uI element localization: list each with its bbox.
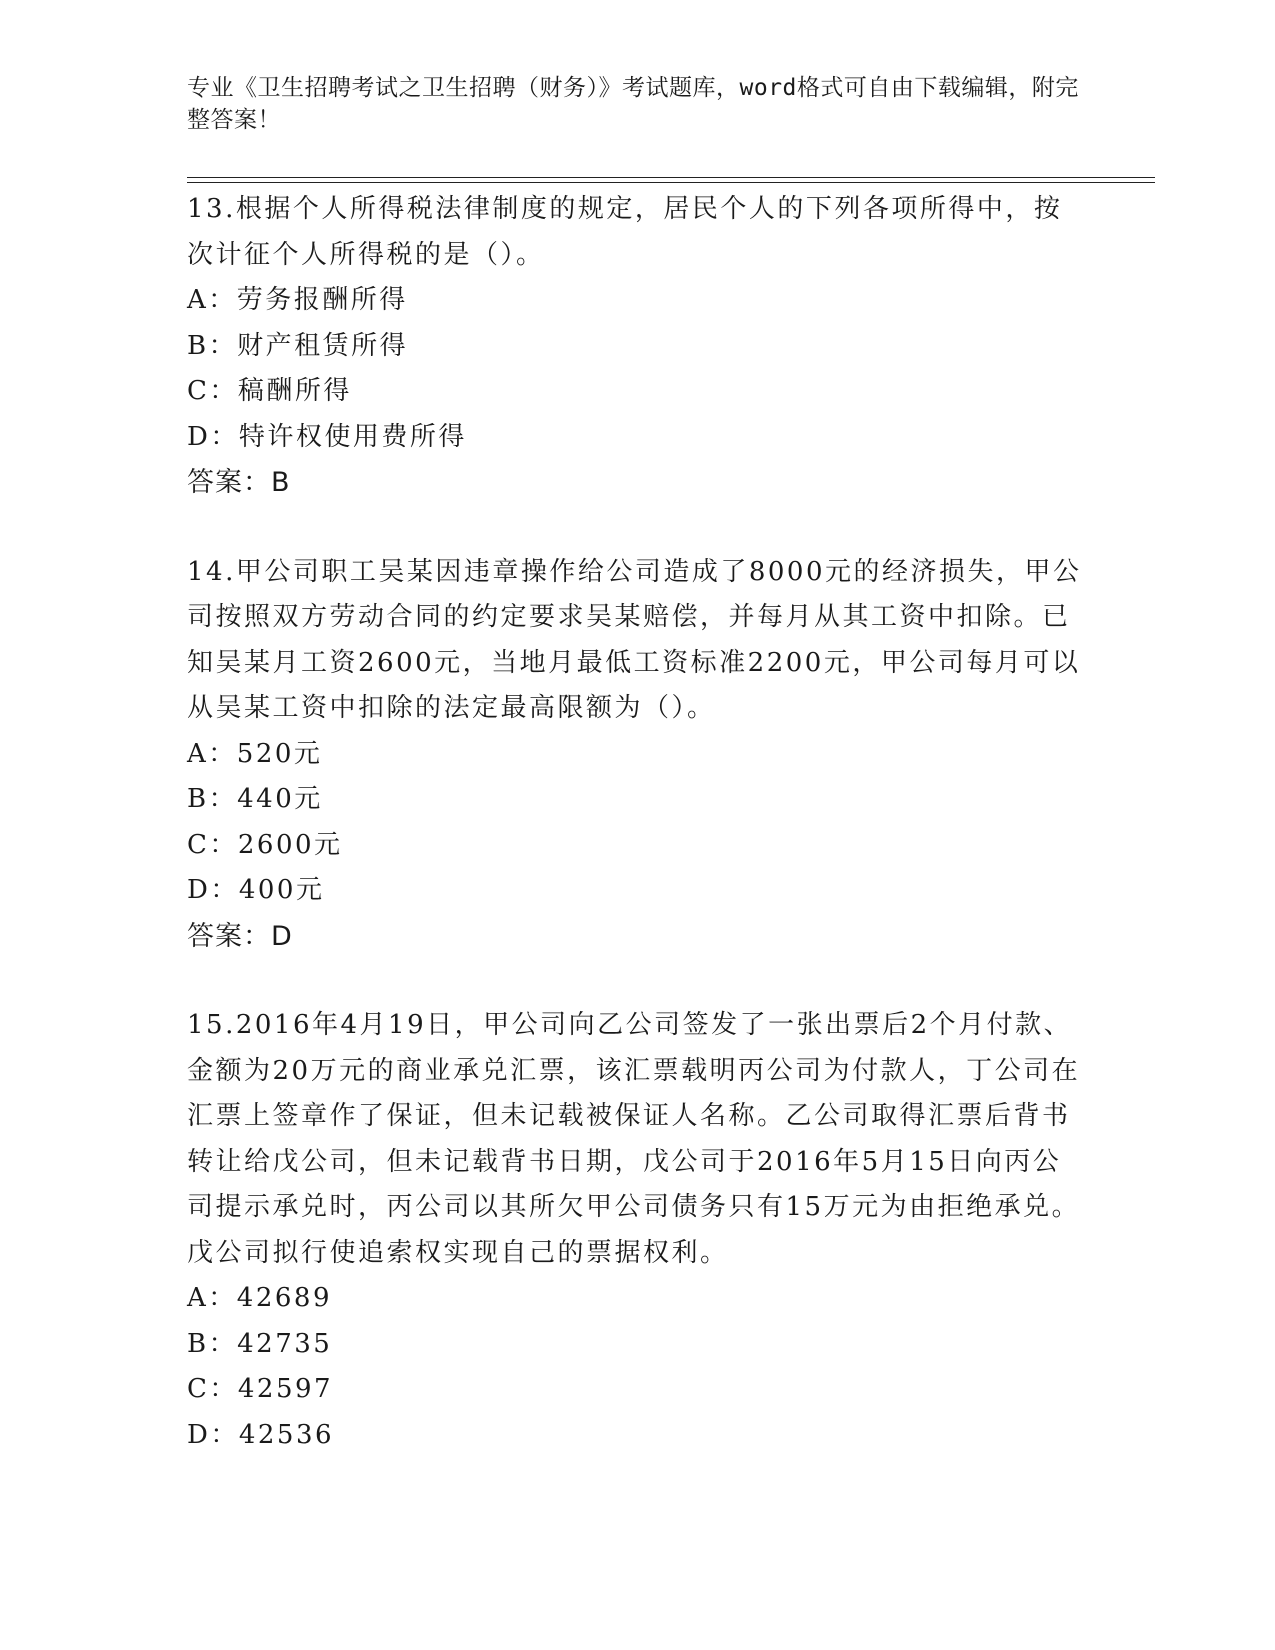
page-header: 专业《卫生招聘考试之卫生招聘（财务）》考试题库，word格式可自由下载编辑，附完整答案！ [187,75,1079,133]
question-15 [187,1003,1087,1458]
option-a: A：520元 [187,738,323,769]
question-text: 14.甲公司职工吴某因违章操作给公司造成了8000元的经济损失，甲公司按照双方劳动合同的约定要求吴某赔偿，并每月从其工资中扣除。已知吴某月工资2600元，当地月最低工资标准2200元，甲公司每月可以从吴某工资中扣除的法定最高限额为（）。 [187,556,1082,723]
answer-line: 答案：D [187,920,293,952]
question-13 [187,187,1087,506]
option-c: C：42597 [187,1374,334,1404]
answer-line: 答案：B [187,467,291,498]
option-b: B：财产租赁所得 [187,330,409,361]
question-text: 13.根据个人所得税法律制度的规定，居民个人的下列各项所得中，按次计征个人所得税的是（）。 [187,194,1063,270]
question-text: 15.2016年4月19日，甲公司向乙公司签发了一张出票后2个月付款、金额为20万元的商业承兑汇票，该汇票载明丙公司为付款人，丁公司在汇票上签章作了保证，但未记载被保证人名称。乙公司取得汇票后背书转让给戊公司，但未记载背书日期，戊公司于2016年5月15日向丙公司提示承兑时，丙公司以其所欠甲公司债务只有15万元为由拒绝承兑。戊公司拟行使追索权实现自己的票据权利。 [187,1010,1081,1268]
header-divider-top [187,177,1155,178]
option-b: B：440元 [187,784,323,814]
option-c: C：稿酬所得 [187,376,352,406]
option-b: B：42735 [187,1328,333,1359]
spacer [187,506,1087,550]
question-14 [187,550,1087,960]
header-divider-bottom [187,182,1155,183]
option-a: A：42689 [187,1283,332,1313]
option-d: D：特许权使用费所得 [187,421,467,452]
option-a: A：劳务报酬所得 [187,285,408,315]
spacer [187,959,1087,1003]
question-list [187,187,1087,1458]
option-c: C：2600元 [187,829,343,860]
option-d: D：400元 [187,875,325,905]
option-d: D：42536 [187,1419,335,1450]
